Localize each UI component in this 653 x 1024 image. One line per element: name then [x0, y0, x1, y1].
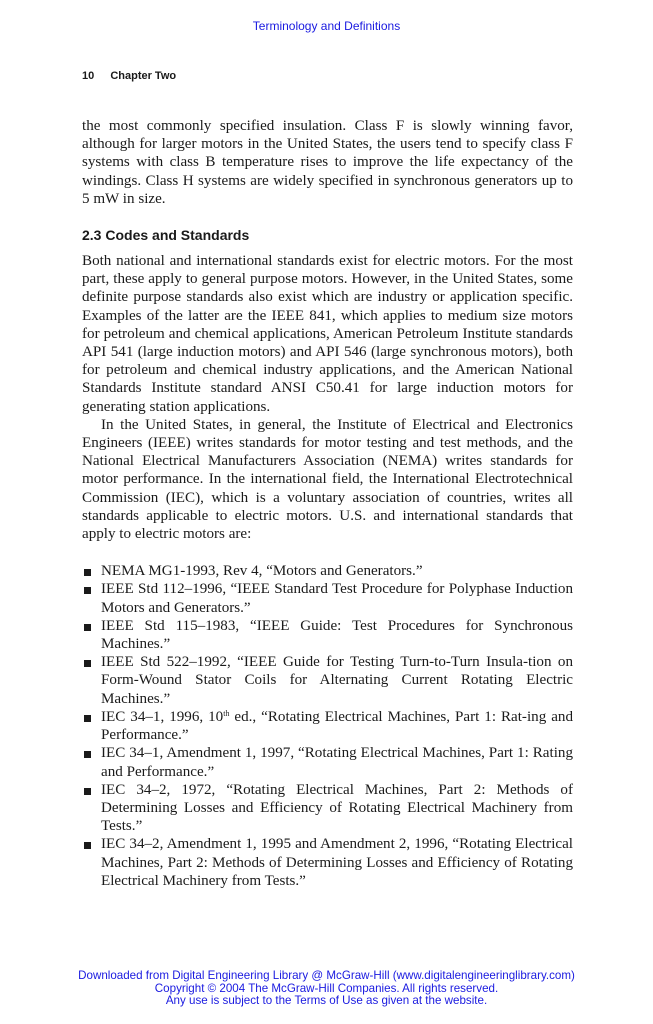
chapter-title: Chapter Two	[110, 70, 177, 82]
footer-copyright: Copyright © 2004 The McGraw-Hill Companies. All rights reserved.	[154, 981, 499, 995]
list-item: IEEE Std 522–1992, “IEEE Guide for Testing Turn-to-Turn Insula-tion on Form-Wound Stator Coils for Alternating Current Rotating Electric Machines.”	[82, 653, 573, 708]
list-item: IEC 34–2, Amendment 1, 1995 and Amendment 2, 1996, “Rotating Electrical Machines, Part 2: Methods of Determining Losses and Efficiency of Rotating Electrical Machinery from Tests.”	[82, 835, 573, 890]
running-header	[82, 70, 176, 82]
list-item-text: ed., “Rotating Electrical Machines, Part 1: Rat-ing and Performance.”	[101, 708, 574, 744]
intro-paragraph: the most commonly specified insulation. Class F is slowly winning favor, although for larger motors in the United States, the users tend to specify class F systems with class B temperature rises to improve the life expectancy of the windings. Class H systems are widely specified in synchronous generators up to 5 mW in size.	[82, 118, 573, 207]
list-item: IEC 34–1, Amendment 1, 1997, “Rotating Electrical Machines, Part 1: Rating and Performance.”	[82, 744, 573, 780]
footer-download-link[interactable]: Downloaded from Digital Engineering Library @ McGraw-Hill (www.digitalengineeringlibrary.com)	[78, 969, 575, 982]
ordinal-superscript: th	[223, 708, 230, 718]
list-item	[82, 708, 573, 744]
paragraph-standards-bodies: In the United States, in general, the Institute of Electrical and Electronics Engineers (IEEE) writes standards for motor testing and test methods, and the National Electrical Manufacturers Association (NEMA) writes standards for motor performance. In the international field, the International Electrotechnical Commission (IEC), which is a voluntary association of countries, writes all standards applicable to electric motors. U.S. and international standards that apply to electric motors are:	[82, 416, 573, 543]
page-number: 10	[82, 70, 95, 82]
top-section-link[interactable]: Terminology and Definitions	[252, 19, 401, 33]
list-item: IEEE Std 112–1996, “IEEE Standard Test Procedure for Polyphase Induction Motors and Generators.”	[82, 580, 573, 616]
paragraph-standards-overview: Both national and international standards exist for electric motors. For the most part, these apply to general purpose motors. However, in the United States, some definite purpose standards also exist which are industry or application specific. Examples of the latter are the IEEE 841, which applies to medium size motors for petroleum and chemical applications, American Petroleum Institute standards API 541 (large induction motors) and API 546 (large synchronous motors), both for petroleum and chemical industry applications, and the American National Standards Institute standard ANSI C50.41 for large induction motors for generating station applications.	[82, 253, 573, 415]
list-item: IEEE Std 115–1983, “IEEE Guide: Test Procedures for Synchronous Machines.”	[82, 617, 573, 653]
list-item-text: IEC 34–1, 1996, 10	[101, 708, 224, 725]
standards-list	[82, 562, 573, 890]
list-item: IEC 34–2, 1972, “Rotating Electrical Machines, Part 2: Methods of Determining Losses and Efficiency of Rotating Electrical Machinery from Tests.”	[82, 781, 573, 836]
section-heading: 2.3 Codes and Standards	[82, 227, 250, 244]
page-body	[82, 117, 573, 890]
footer-terms[interactable]: Any use is subject to the Terms of Use as given at the website.	[165, 994, 488, 1007]
download-footer	[0, 970, 653, 1008]
list-item: NEMA MG1-1993, Rev 4, “Motors and Generators.”	[82, 562, 573, 580]
